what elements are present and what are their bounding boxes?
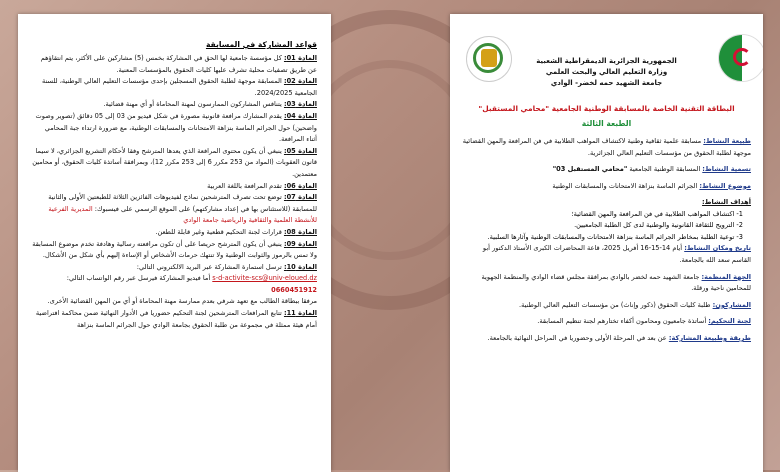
contact-line: s-d-activite-scs@univ-eloued.dz أما فيديو المشاركة فيرسل عبر رقم الواتساب التالي: 0660451912 xyxy=(66,274,317,294)
list-item: 1- اكتشاف المواهب الطلابية في فن المرافعة والمهن القضائية؛ xyxy=(571,209,743,218)
article-11: المادة 11: تتابع المرافعات المترشحين لجنة التحكيم حضوريا في الأدوار النهائية ضمن محاكمة افتراضية أمام هيئة ممثلة في مجموعة من طلبة الحقوق بجامعة الوادي حول الجرائم الماسة بنزاهة xyxy=(35,309,317,329)
republic-name: الجمهورية الجزائرية الديمقراطية الشعبية xyxy=(536,57,677,65)
facebook-page-link[interactable]: المديرية الفرعية للأنشطة العلمية والثقافية والرياضية جامعة الوادي xyxy=(48,204,317,225)
article-5: المادة 05: ينبغي أن يكون محتوى المرافعة الذي يعدها المترشح وفقا لأحكام التشريع الجزائري، لا سيما قانون العقوبات (المواد من 253 مكرر 6 إلى 253 مكرر 12)، وبمرافقة أساتذة كليات الحقوق، أو محامين معتمدين. xyxy=(32,146,317,178)
article-3: المادة 03: يتنافس المشاركون الممارسون لمهنة المحاماة أو أي مهنة قضائية. xyxy=(103,100,317,109)
goals-list xyxy=(462,209,751,244)
participation-method: طريقة وطبيعة المشاركة: عن بعد في المرحلة الأولى وحضوريا في المراحل النهائية بالجامعة. xyxy=(487,334,751,343)
article-10: المادة 10: ترسل استمارة المشاركة عبر البريد الالكتروني التالي: xyxy=(136,262,317,271)
article-1: المادة 01: كل مؤسسة جامعية لها الحق في المشاركة بخمس (5) مشاركين على الأكثر، يتم انتقاؤهم عن طريق تصفيات محلية تشرف عليها كليات الحقوق بالمؤسسات المعنية. xyxy=(40,54,317,74)
article-4: المادة 04: يقدم المشارك مرافعة قانونية مصورة في شكل فيديو من 03 إلى 05 دقائق (تصوير وصوت واضحين) حول الجرائم الماسة بنزاهة الامتحانات والمسابقات الوطنية، مع ضرورة ارتداء جبة المحامي أثناء المرافعة. xyxy=(35,111,317,144)
page-header xyxy=(462,30,751,100)
article-6: المادة 06: تقدم المرافعة باللغة العربية xyxy=(207,181,317,190)
jury: لجنة التحكيم: أساتذة جامعيون ومحامون أكفاء تختارهم لجنة تنظيم المسابقة. xyxy=(537,317,751,326)
algeria-flag-icon xyxy=(718,34,763,82)
university-logo-icon xyxy=(466,36,512,82)
activity-nature: طبيعة النشاط: مسابقة علمية ثقافية وطنية لاكتشاف المواهب الطلابية في فن المرافعة والمهن القضائية موجهة لطلبة الحقوق من مؤسسات التعليم العالي الجزائرية. xyxy=(462,137,751,157)
organizer: الجهة المنظمة: جامعة الشهيد حمه لخضر بالوادي بمرافقة مجلس قضاء الوادي والمنظمة الجهوية للمحامين ناحية ورقلة. xyxy=(481,272,751,293)
ministry-name: وزارة التعليم العالي والبحث العلمي xyxy=(545,68,668,76)
article-8: المادة 08: قرارات لجنة التحكيم قطعية وغير قابلة للطعن. xyxy=(155,227,317,236)
list-item: 3- توعية الطلبة بمخاطر الجرائم الماسة بنزاهة الامتحانات والمسابقات الوطنية وآثارها السلبية. xyxy=(487,232,743,241)
article-7: المادة 07: توضع تحت تصرف المترشحين نماذج لفيديوهات الفائزين الثلاثة للطبعتين الأولى والثانية للمسابقة (للاستئناس بها في إعداد مشاركتهم) على الموقع الرسمي على فيسبوك: المديرية الفرعية للأنشطة العلمية والثقافية والرياضية جامعة الوادي xyxy=(48,193,317,225)
rules-page xyxy=(18,14,331,472)
article-2: المادة 02: المسابقة موجهة لطلبة الحقوق المسجلين بإحدى مؤسسات التعليم العالي الوطنية، للسنة الجامعية 2024/2025. xyxy=(42,77,317,97)
email-link[interactable]: s-d-activite-scs@univ-eloued.dz xyxy=(212,274,317,283)
article-9: المادة 09: ينبغي أن يكون المترشح حريصا على أن تكون مرافعته رسالية وهادفة تخدم موضوع المسابقة ولا تمس بالرموز والثوابت الوطنية ولا تنتهك حرمات الأشخاص أو الإساءة إليهم بأي شكل من الأشكال. xyxy=(32,239,317,260)
phone-number[interactable]: 0660451912 xyxy=(271,285,317,294)
activity-topic: موضوع النشاط: الجرائم الماسة بنزاهة الامتحانات والمسابقات الوطنية xyxy=(552,181,751,190)
university-name: جامعة الشهيد حمه لخضر- الوادي xyxy=(550,79,663,87)
rules-title: قواعد المشاركة في المسابقة xyxy=(205,40,317,49)
edition-label: الطبعة الثالثة xyxy=(581,119,632,128)
goals-heading: أهداف النشاط: xyxy=(702,198,751,207)
technical-card-page xyxy=(450,14,763,472)
header-text xyxy=(522,56,691,89)
activity-date-place: تاريخ ومكان النشاط: أيام 14-15-16 أفريل 2025، قاعة المحاضرات الكبرى الأستاذ الدكتور أبو القاسم سعد الله بالجامعة. xyxy=(482,244,751,265)
participants: المشاركون: طلبة كليات الحقوق (ذكور وإناث) من مؤسسات التعليم العالي الوطنية. xyxy=(519,300,751,309)
list-item: 2- الترويج للثقافة القانونية والوطنية لدى كل الطلبة الجامعيين. xyxy=(574,221,743,230)
activity-name: تسمية النشاط: المسابقة الوطنية الجامعية "محامي المستقبل 03" xyxy=(552,165,751,174)
student-card-note: مرفقا ببطاقة الطالب مع تعهد شرفي بعدم ممارسة مهنة المحاماة أو أي من المهن القضائية الأخرى. xyxy=(47,297,317,306)
card-title: البطاقة التقنية الخاصة بالمسابقة الوطنية الجامعية "محامي المستقبل" xyxy=(478,104,735,113)
